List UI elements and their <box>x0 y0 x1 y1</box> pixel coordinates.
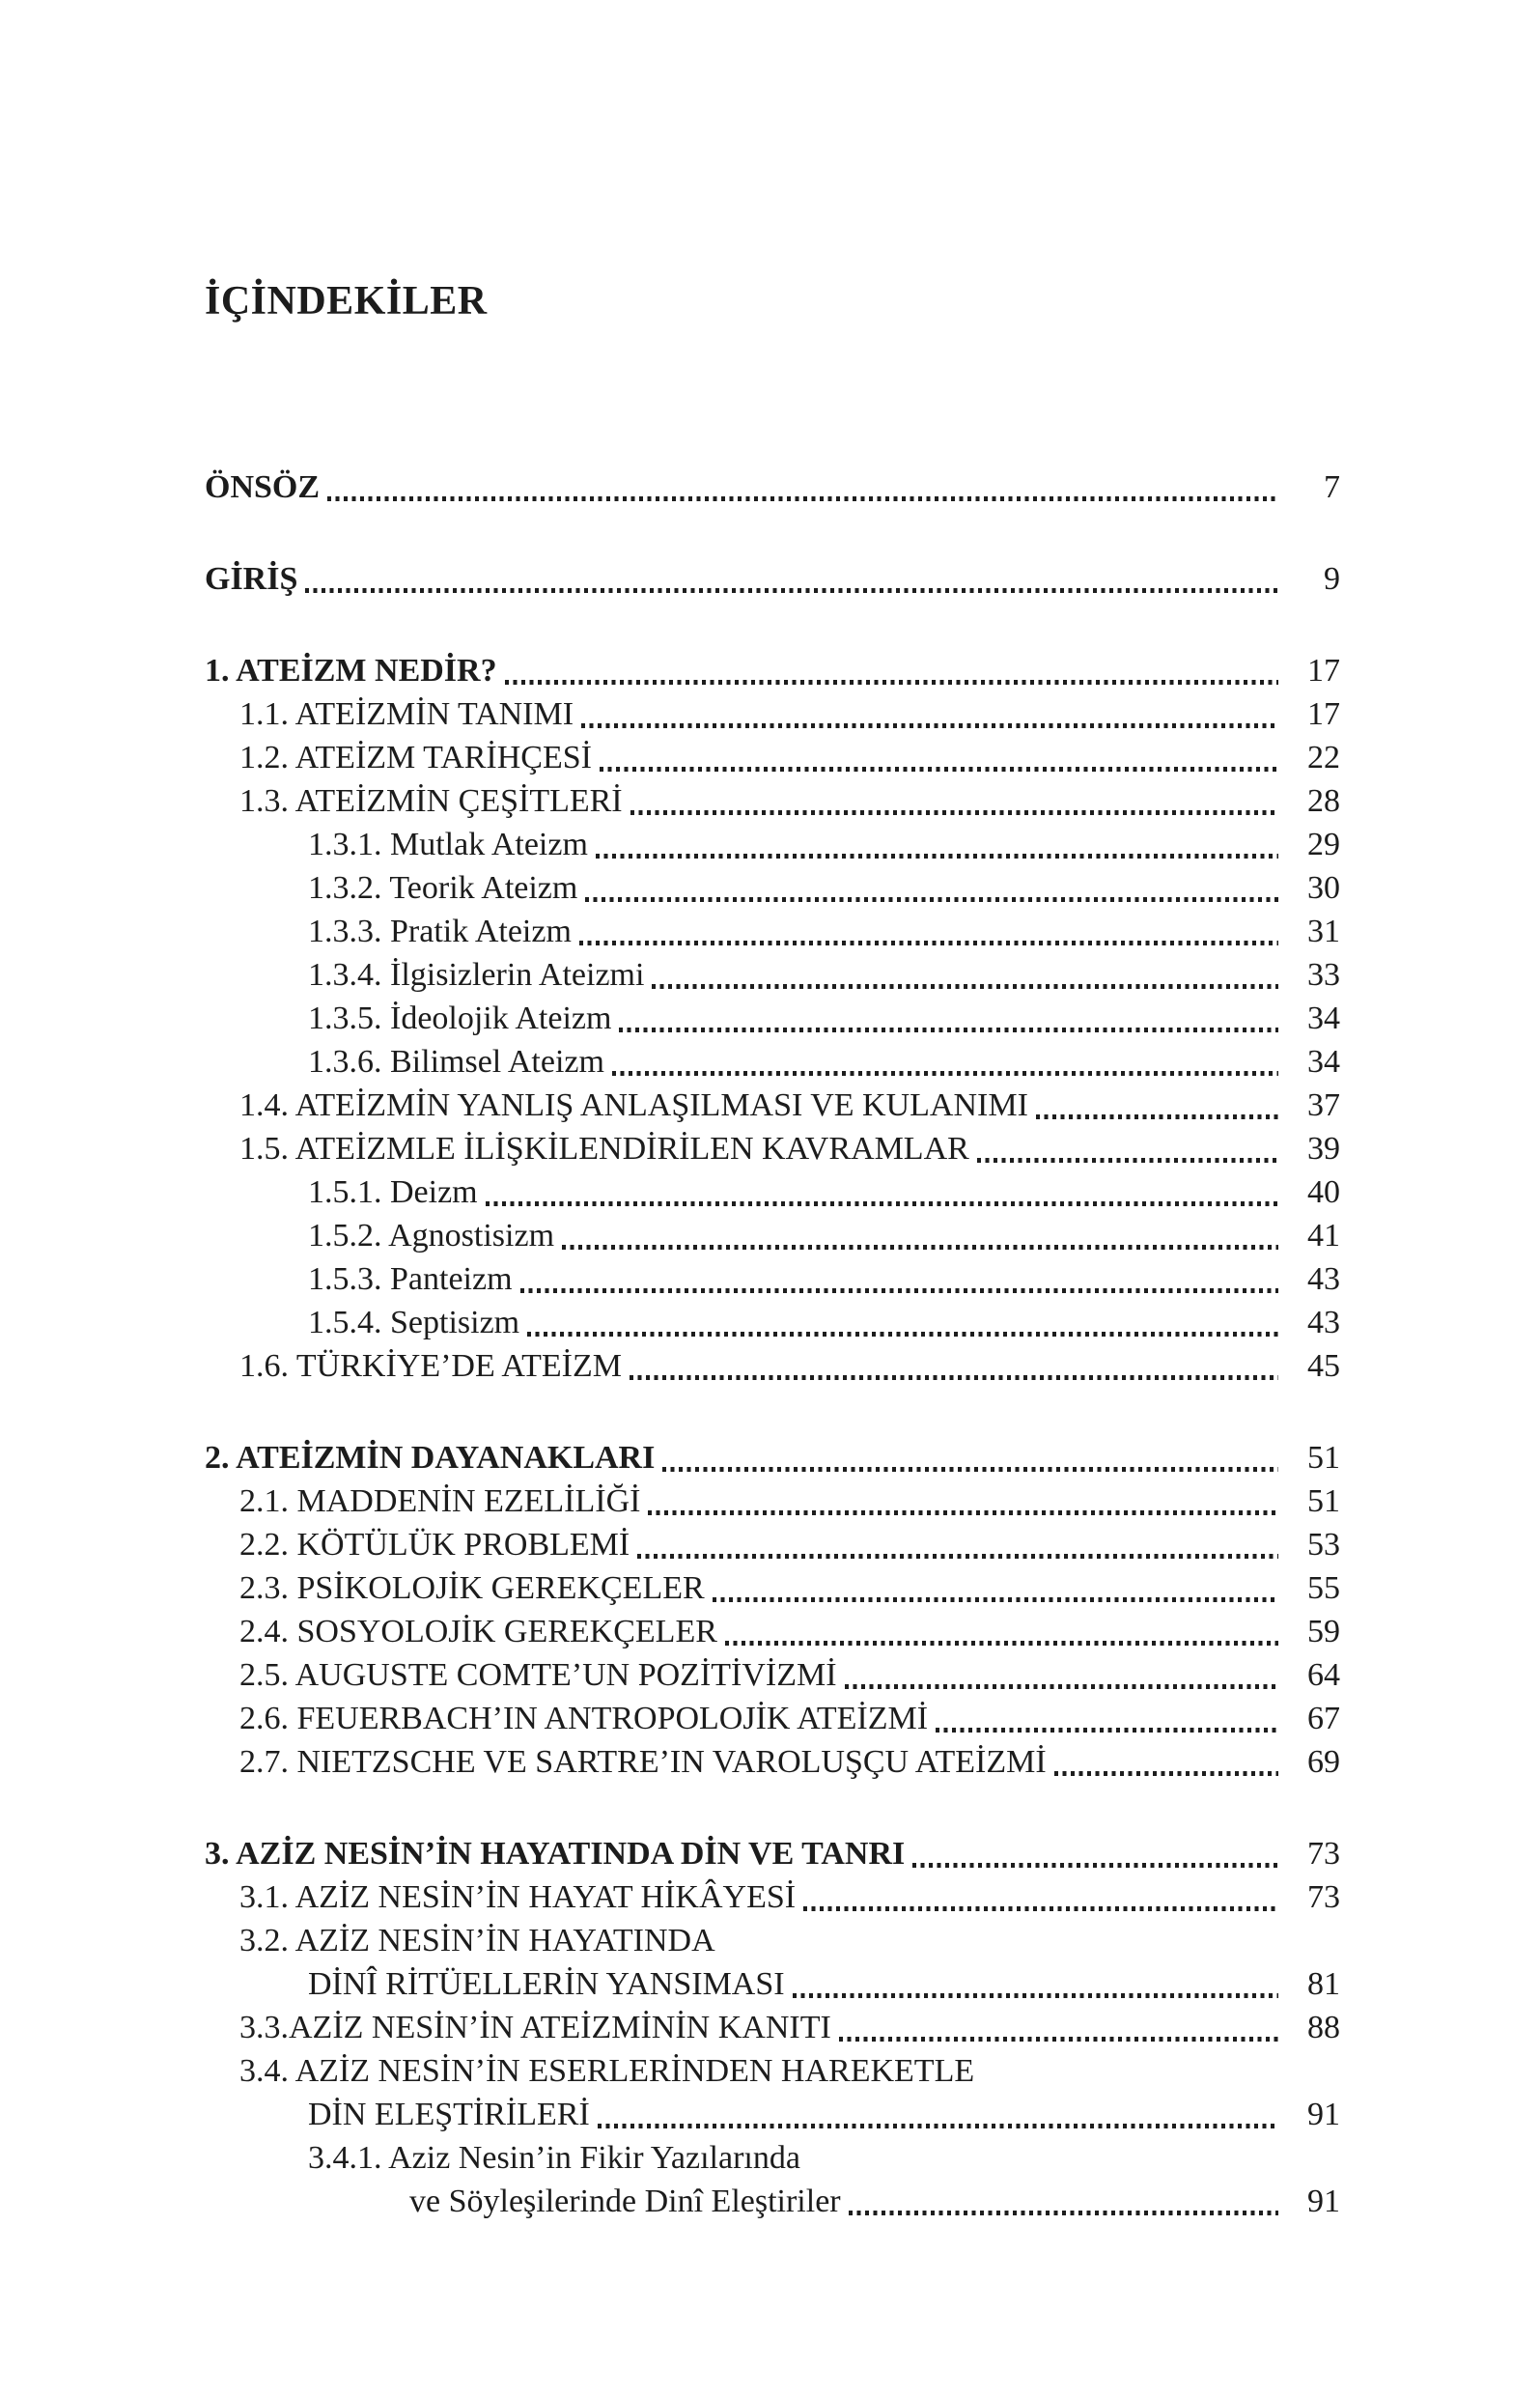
dot-leader <box>1036 1114 1278 1119</box>
toc-entry <box>205 1170 1340 1214</box>
toc-entry-page: 88 <box>1307 2010 1340 2045</box>
toc-entry <box>205 953 1340 997</box>
toc-entry <box>205 1301 1340 1344</box>
dot-leader <box>936 1728 1278 1733</box>
toc-entry-page: 9 <box>1324 561 1340 597</box>
toc-entry-label: 1.4. ATEİZMİN YANLIŞ ANLAŞILMASI VE KULANIMI <box>239 1087 1028 1123</box>
dot-leader <box>579 941 1278 945</box>
toc-entry-page: 30 <box>1307 870 1340 906</box>
toc-entry-page: 73 <box>1307 1836 1340 1872</box>
toc-entry-label: 1.3.4. İlgisizlerin Ateizmi <box>308 957 645 993</box>
dot-leader <box>845 1684 1278 1689</box>
dot-leader <box>598 2124 1278 2128</box>
toc-entry-page: 34 <box>1307 1044 1340 1080</box>
toc-entry <box>205 910 1340 953</box>
dot-leader <box>630 1375 1278 1380</box>
toc-entry <box>205 1697 1340 1740</box>
toc-entry <box>205 1257 1340 1301</box>
toc-entry-page: 41 <box>1307 1218 1340 1254</box>
toc-entry-label: 2.5. AUGUSTE COMTE’UN POZİTİVİZMİ <box>239 1657 837 1693</box>
toc-entry-label: 2.2. KÖTÜLÜK PROBLEMİ <box>239 1527 630 1563</box>
toc-entry <box>205 557 1340 601</box>
toc-entry-page: 91 <box>1307 2097 1340 2132</box>
toc-entry-page: 43 <box>1307 1305 1340 1340</box>
dot-leader <box>793 1993 1278 1998</box>
toc-entry-label: 2.3. PSİKOLOJİK GEREKÇELER <box>239 1570 705 1606</box>
toc-entry <box>205 2136 1340 2180</box>
dot-leader <box>596 854 1278 859</box>
toc-entry <box>205 1832 1340 1875</box>
dot-leader <box>600 767 1278 772</box>
toc-entry <box>205 2093 1340 2136</box>
dot-leader <box>562 1245 1278 1250</box>
toc-entry-label: ve Söyleşilerinde Dinî Eleştiriler <box>409 2184 841 2219</box>
toc-entry-page: 28 <box>1307 783 1340 819</box>
dot-leader <box>619 1028 1278 1032</box>
toc-entry <box>205 1523 1340 1566</box>
toc-entry-page: 91 <box>1307 2184 1340 2219</box>
toc-entry-page: 39 <box>1307 1131 1340 1167</box>
toc-entry-label: 1.3.3. Pratik Ateizm <box>308 914 572 949</box>
dot-leader <box>849 2211 1278 2215</box>
toc-entry-page: 73 <box>1307 1879 1340 1915</box>
dot-leader <box>713 1597 1278 1602</box>
toc-entry <box>205 1127 1340 1170</box>
toc-entry-label: 3.1. AZİZ NESİN’İN HAYAT HİKÂYESİ <box>239 1879 797 1915</box>
dot-leader <box>648 1510 1278 1515</box>
toc-entry <box>205 1040 1340 1084</box>
toc-entry-page: 55 <box>1307 1570 1340 1606</box>
toc-entry <box>205 1214 1340 1257</box>
toc-entry <box>205 1566 1340 1610</box>
toc-entry-label: 1.3. ATEİZMİN ÇEŞİTLERİ <box>239 783 623 819</box>
dot-leader <box>486 1201 1278 1206</box>
toc-entry-page: 69 <box>1307 1744 1340 1780</box>
dot-leader <box>652 984 1278 989</box>
toc-entry-page: 34 <box>1307 1000 1340 1036</box>
dot-leader <box>637 1554 1278 1559</box>
toc-entry-label: DİN ELEŞTİRİLERİ <box>308 2097 590 2132</box>
toc-entry-page: 17 <box>1307 696 1340 732</box>
toc-entry <box>205 2180 1340 2223</box>
toc-entry-label: 1.5.1. Deizm <box>308 1174 478 1210</box>
toc-entry <box>205 1479 1340 1523</box>
toc-entry <box>205 866 1340 910</box>
dot-leader <box>803 1906 1278 1911</box>
toc-entry-page: 59 <box>1307 1614 1340 1649</box>
toc-entry-label: 2. ATEİZMİN DAYANAKLARI <box>205 1440 656 1476</box>
dot-leader <box>527 1332 1278 1337</box>
toc-entry-page: 51 <box>1307 1440 1340 1476</box>
toc-entry <box>205 1740 1340 1784</box>
page-title: İÇİNDEKİLER <box>205 279 488 324</box>
dot-leader <box>505 680 1278 685</box>
dot-leader <box>612 1071 1278 1076</box>
toc-entry-label: 2.7. NIETZSCHE VE SARTRE’IN VAROLUŞÇU ATEİZMİ <box>239 1744 1047 1780</box>
toc-entry-page: 51 <box>1307 1483 1340 1519</box>
toc-entry <box>205 2049 1340 2093</box>
toc-entry <box>205 1962 1340 2006</box>
toc-entry-label: 1.3.6. Bilimsel Ateizm <box>308 1044 604 1080</box>
toc-entry-label: 1.3.2. Teorik Ateizm <box>308 870 578 906</box>
toc-entry <box>205 465 1340 509</box>
toc-entry <box>205 736 1340 779</box>
toc-entry-label: 1.2. ATEİZM TARİHÇESİ <box>239 740 592 775</box>
toc-entry <box>205 1084 1340 1127</box>
toc-entry-label: 2.6. FEUERBACH’IN ANTROPOLOJİK ATEİZMİ <box>239 1701 929 1736</box>
dot-leader <box>725 1641 1278 1646</box>
toc-entry-label: DİNÎ RİTÜELLERİN YANSIMASI <box>308 1966 785 2002</box>
toc-entry-label: 1.3.5. İdeolojik Ateizm <box>308 1000 612 1036</box>
toc-entry-page: 29 <box>1307 827 1340 862</box>
toc-entry <box>205 997 1340 1040</box>
toc-entry-label: 1.5. ATEİZMLE İLİŞKİLENDİRİLEN KAVRAMLAR <box>239 1131 969 1167</box>
dot-leader <box>585 897 1278 902</box>
toc-entry-page: 33 <box>1307 957 1340 993</box>
toc-entry-page: 43 <box>1307 1261 1340 1297</box>
dot-leader <box>520 1288 1278 1293</box>
dot-leader <box>630 810 1278 815</box>
dot-leader <box>305 588 1278 593</box>
toc-entry-page: 31 <box>1307 914 1340 949</box>
toc-entry-page: 17 <box>1307 653 1340 689</box>
toc-entry <box>205 1344 1340 1388</box>
toc-entry <box>205 1653 1340 1697</box>
dot-leader <box>977 1158 1278 1163</box>
dot-leader <box>1054 1771 1278 1776</box>
toc-entry <box>205 649 1340 692</box>
toc-entry-label: 3. AZİZ NESİN’İN HAYATINDA DİN VE TANRI <box>205 1836 906 1872</box>
toc-entry-label: 2.4. SOSYOLOJİK GEREKÇELER <box>239 1614 717 1649</box>
toc-entry-label: 1.1. ATEİZMİN TANIMI <box>239 696 574 732</box>
toc-entry-label: 3.4.1. Aziz Nesin’in Fikir Yazılarında <box>308 2140 800 2176</box>
toc-entry-label: ÖNSÖZ <box>205 469 321 505</box>
toc-entry <box>205 1875 1340 1919</box>
toc-entry <box>205 1919 1340 1962</box>
table-of-contents <box>205 465 1340 2223</box>
toc-entry-page: 45 <box>1307 1348 1340 1384</box>
dot-leader <box>912 1863 1278 1868</box>
dot-leader <box>662 1467 1278 1472</box>
toc-entry-page: 7 <box>1324 469 1340 505</box>
toc-entry-page: 64 <box>1307 1657 1340 1693</box>
toc-entry-label: GİRİŞ <box>205 561 298 597</box>
toc-entry <box>205 2006 1340 2049</box>
toc-entry-page: 22 <box>1307 740 1340 775</box>
dot-leader <box>581 723 1278 728</box>
toc-entry <box>205 692 1340 736</box>
toc-entry-label: 2.1. MADDENİN EZELİLİĞİ <box>239 1483 641 1519</box>
toc-entry-label: 1.6. TÜRKİYE’DE ATEİZM <box>239 1348 622 1384</box>
toc-entry-label: 3.2. AZİZ NESİN’İN HAYATINDA <box>239 1923 715 1958</box>
dot-leader <box>839 2037 1278 2042</box>
dot-leader <box>327 496 1278 501</box>
toc-entry-label: 1.5.4. Septisizm <box>308 1305 520 1340</box>
toc-entry-label: 3.4. AZİZ NESİN’İN ESERLERİNDEN HAREKETLE <box>239 2053 975 2089</box>
toc-entry <box>205 779 1340 823</box>
toc-entry-page: 81 <box>1307 1966 1340 2002</box>
toc-entry-page: 40 <box>1307 1174 1340 1210</box>
toc-entry-page: 53 <box>1307 1527 1340 1563</box>
toc-entry-label: 1.5.3. Panteizm <box>308 1261 513 1297</box>
toc-entry-label: 1.5.2. Agnostisizm <box>308 1218 555 1254</box>
toc-entry <box>205 1436 1340 1479</box>
toc-entry-label: 3.3.AZİZ NESİN’İN ATEİZMİNİN KANITI <box>239 2010 831 2045</box>
toc-entry <box>205 823 1340 866</box>
toc-entry-label: 1. ATEİZM NEDİR? <box>205 653 497 689</box>
toc-entry-label: 1.3.1. Mutlak Ateizm <box>308 827 588 862</box>
toc-entry <box>205 1610 1340 1653</box>
toc-entry-page: 67 <box>1307 1701 1340 1736</box>
toc-entry-page: 37 <box>1307 1087 1340 1123</box>
